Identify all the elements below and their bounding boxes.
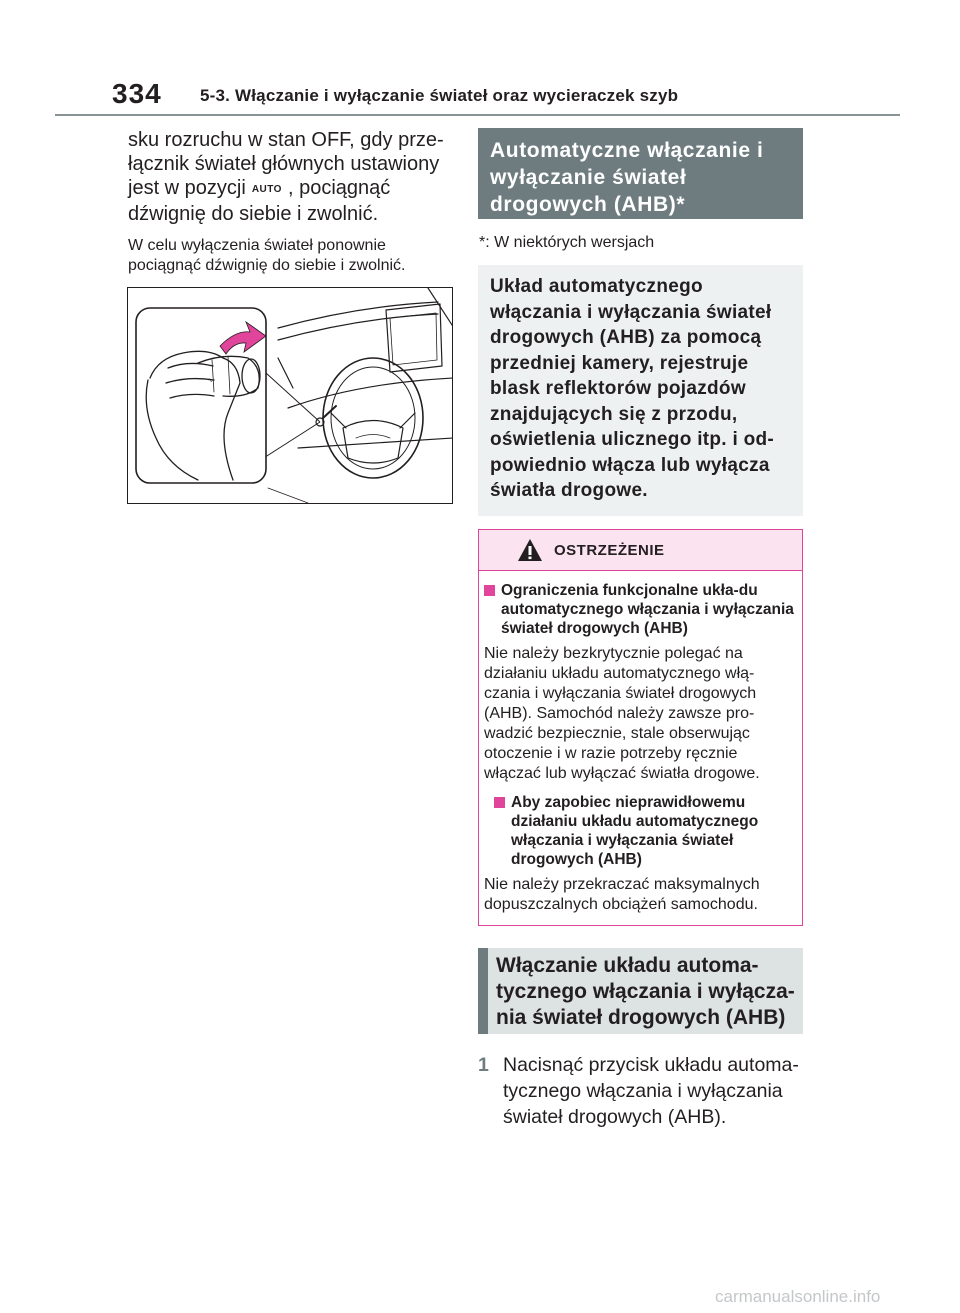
footnote: *: W niektórych wersjach xyxy=(479,234,655,251)
off-note: W celu wyłączenia świateł ponownie pociągnąć dźwignię do siebie i zwolnić. xyxy=(128,237,406,274)
page-number: 334 xyxy=(112,78,162,109)
step-number: 1 xyxy=(478,1053,489,1076)
intro-text-after: , pociągnąć dźwignię do siebie i zwolnić. xyxy=(128,177,391,225)
section-title: 5-3. Włączanie i wyłączanie świateł oraz wycieraczek szyb xyxy=(200,86,679,105)
pink-square-bullet-icon xyxy=(494,797,505,808)
warning-section-heading xyxy=(484,581,797,638)
page-header xyxy=(55,78,900,116)
lever-illustration-drawing xyxy=(128,288,453,504)
ahb-section-banner: Automatyczne włączanie i wyłączanie świateł drogowych (AHB)* xyxy=(478,128,803,219)
watermark: carmanualsonline.info xyxy=(715,1287,881,1306)
intro-paragraph xyxy=(128,128,458,226)
warning-triangle-icon xyxy=(517,538,543,562)
warning-title: OSTRZEŻENIE xyxy=(554,541,665,559)
warning-body xyxy=(479,571,802,925)
right-column xyxy=(478,128,803,1130)
warning-section1-text: Nie należy bezkrytycznie polegać na działaniu układu automatycznego włą-czania i wyłączania świateł drogowych (AHB). Samochód należy zawsze pro-wadzić bezpiecznie, stale obserwując otoczenie i w razie potrzeby ręcznie włączać lub wyłączać światła drogowe. xyxy=(484,644,760,782)
warning-section2-text: Nie należy przekraczać maksymalnych dopuszczalnych obciążeń samochodu. xyxy=(484,875,760,913)
warning-section2-heading-text: Aby zapobiec nieprawidłowemu działaniu układu automatycznego włączania i wyłączania świateł drogowych (AHB) xyxy=(511,793,759,868)
pink-square-bullet-icon xyxy=(484,585,495,596)
left-column xyxy=(128,128,458,276)
warning-section-heading xyxy=(494,793,797,869)
ahb-activation-banner: Włączanie układu automa-tycznego włączania i wyłącza-nia świateł drogowych (AHB) xyxy=(478,948,803,1034)
svg-text:∿: ∿ xyxy=(208,377,214,384)
warning-section1-heading-text: Ograniczenia funkcjonalne ukła-du automatycznego włączania i wyłączania świateł drogowych (AHB) xyxy=(501,581,794,637)
warning-header xyxy=(479,530,802,571)
ahb-summary-box: Układ automatycznego włączania i wyłączania świateł drogowych (AHB) za pomocą przedniej kamery, rejestruje blask reflektorów pojazdów znajdujących się z przodu, oświetlenia ulicznego itp. i od-powiednio włącza lub wyłącza światła drogowe. xyxy=(478,265,803,516)
intro-text-before: sku rozruchu w stan OFF, gdy prze-łącznik świateł głównych ustawiony jest w pozycji xyxy=(128,129,444,199)
step-item xyxy=(478,1052,803,1130)
auto-position-icon: AUTO xyxy=(251,184,282,195)
warning-box xyxy=(478,529,803,926)
lever-illustration xyxy=(127,287,453,504)
step-text: Nacisnąć przycisk układu automa-tycznego włączania i wyłączania świateł drogowych (AHB). xyxy=(503,1053,799,1128)
